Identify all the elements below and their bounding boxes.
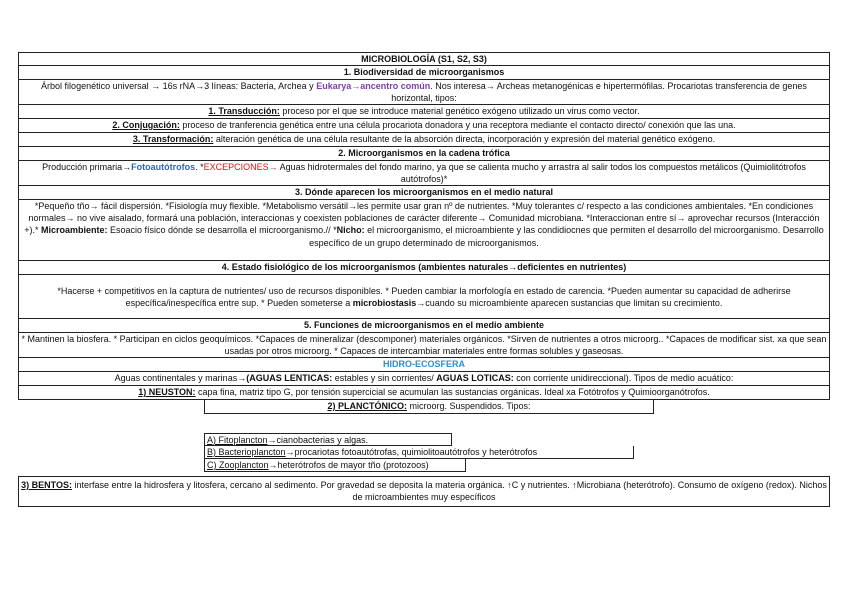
s3-text-a: *Pequeño tño→ fácil dispersión. *Fisiología muy flexible. *Metabolismo versátil→les permite usar gran nº de nutrientes. *Muy tolerantes c/ respecto a las condiciones ambientales. *En condiciones normales→ no vive aisalado, formará una población, interaccionas y coexisten poblaciones de carácter diferente→ Comunidad microbiana. *Interaccionan entre sí→ aprovechar recursos (Interacción +).* <box>24 201 820 236</box>
zooplancton-text: →heterótrofos de mayor tño (protozoos) <box>268 460 429 470</box>
fitoplancton-text: →cianobacterias y algas. <box>267 435 369 445</box>
nicho-label: Nicho: <box>336 225 365 236</box>
neuston-label: 1) NEUSTON: <box>138 387 196 397</box>
hidro-text-b: estables y sin corrientes/ <box>332 373 437 383</box>
transformacion-row <box>18 133 830 147</box>
bentos-label: 3) BENTOS: <box>21 480 72 490</box>
s3-text-c: el microorganismo, el microambiente y las condidiocnes que permiten el desarrollo del microorganismo. Desarrollo específico de un grupo determinado de microorganismos. <box>309 225 824 248</box>
s2-text-a: Producción primaria→ <box>42 162 132 172</box>
conjugacion-label: 2. Conjugación: <box>112 120 180 130</box>
s4-text-b: →cuando su microambiente aparecen sustancias que limitan su crecimiento. <box>416 298 723 309</box>
transformacion-text: alteración genética de una célula resultante de la absorción directa, incorporación y expresión del material genético exógeno. <box>213 134 716 144</box>
fotoautotrofos-highlight: Fotoautótrofos <box>131 162 196 172</box>
microambiente-label: Microambiente: <box>40 225 108 236</box>
zooplancton-row <box>204 459 466 472</box>
transduccion-label: 1. Transducción: <box>208 106 280 116</box>
fitoplancton-row <box>204 433 452 446</box>
plancton-types-table <box>204 433 640 472</box>
bacterioplancton-text: →procariotas fotoautótrofas, quimiolitoautótrofos y heterótrofos <box>285 447 538 457</box>
microbiostasis-label: microbiostasis <box>352 298 417 309</box>
conjugacion-text: proceso de tranferencia genética entre una célula procariota donadora y una receptora mediante el contacto directo/ conexión que las una. <box>179 120 736 130</box>
s4-text-a: *Hacerse + competitivos en la captura de nutrientes/ uso de recursos disponibles. * Pueden cambiar la morfología en estado de carencia. *Pueden aumentar su capacidad de adherirse específica/inespecífica entre sup. * Pueden someterse a <box>57 286 791 309</box>
bentos-row <box>18 476 830 507</box>
section-2-body <box>18 161 830 186</box>
section-5-heading: 5. Funciones de microorganismos en el medio ambiente <box>18 319 830 333</box>
s1-text-b: . Nos interesa→ Archeas metanogénicas e hipertermófilas. Procariotas transferencia de genes horizontal, tipos: <box>391 81 807 104</box>
s2-text-b: . * <box>195 162 204 172</box>
section-1-heading: 1. Biodiversidad de microorganismos <box>18 66 830 80</box>
transduccion-row <box>18 105 830 119</box>
transduccion-text: proceso por el que se introduce material genético exógeno utilizado un virus como vector. <box>279 106 640 116</box>
hidro-intro <box>18 372 830 386</box>
planctonico-row <box>204 400 654 414</box>
section-4-heading: 4. Estado fisiológico de los microorganismos (ambientes naturales→deficientes en nutrientes) <box>18 261 830 275</box>
s1-text-a: Árbol filogenético universal → 16s rNA→3 líneas: Bacteria, Archea y <box>41 81 317 91</box>
neuston-text: capa fina, matriz tipo G, por tensión supercicial se acumulan las sustancias orgánicas. Ideal xa Fotótrofos y Quimioorganótrofos. <box>195 387 710 397</box>
section-3-heading: 3. Dónde aparecen los microorganismos en el medio natural <box>18 186 830 200</box>
bentos-text: interfase entre la hidrosfera y litosfera, cercano al sedimento. Por gravedad se deposita la materia orgánica. ↑C y nutrientes. ↑Microbiana (heterótrofo). Consumo de oxígeno (redox). Nichos de microambientes muy específicos <box>71 480 827 503</box>
hidro-text-a: Aguas continentales y marinas→ <box>114 373 247 383</box>
section-2-heading: 2. Microorganismos en la cadena trófica <box>18 147 830 161</box>
document-title: MICROBIOLOGÍA (S1, S2, S3) <box>18 52 830 66</box>
document-table <box>18 52 830 414</box>
conjugacion-row <box>18 119 830 133</box>
planctonico-label: 2) PLANCTÓNICO: <box>327 401 407 411</box>
transformacion-label: 3. Transformación: <box>132 134 214 144</box>
hidro-ecosfera-heading: HIDRO-ECOSFERA <box>18 358 830 372</box>
fitoplancton-label: A) Fitoplancton <box>207 435 268 445</box>
planctonico-text: microorg. Suspendidos. Tipos: <box>406 401 531 411</box>
loticas-label: AGUAS LOTICAS: <box>436 373 514 383</box>
bacterioplancton-label: B) Bacterioplancton <box>207 447 286 457</box>
section-4-body <box>18 275 830 319</box>
s3-text-b: Esoacio físico dónde se desarrolla el microorganismo.// * <box>107 225 337 236</box>
section-3-body <box>18 200 830 261</box>
eukarya-highlight: Eukarya→ancentro común <box>316 81 431 91</box>
s2-text-c: Aguas hidrotermales del fondo marino, ya que se calienta mucho y arrastra al salir todos los compuestos metálicos (Quimiolitótrofos autótrofos)* <box>277 162 806 185</box>
neuston-row <box>18 386 830 400</box>
bacterioplancton-row <box>204 446 634 459</box>
excepciones-highlight: EXCEPCIONES→ <box>203 162 278 172</box>
section-5-body: * Mantinen la biosfera. * Participan en ciclos geoquímicos. *Capaces de mineralizar (descomponer) materiales orgánicos. *Sirven de nutrientes a otros microorg.. *Capaces de modificar sist. xa que sean usadas por otros microorg. * Capaces de intercambiar materiales entre formas solubles y gaseosas. <box>18 333 830 358</box>
lenticas-label: (AGUAS LENTICAS: <box>246 373 333 383</box>
section-1-intro <box>18 80 830 105</box>
hidro-text-c: con corriente unidireccional). Tipos de medio acuático: <box>513 373 734 383</box>
zooplancton-label: C) Zooplancton <box>207 460 269 470</box>
